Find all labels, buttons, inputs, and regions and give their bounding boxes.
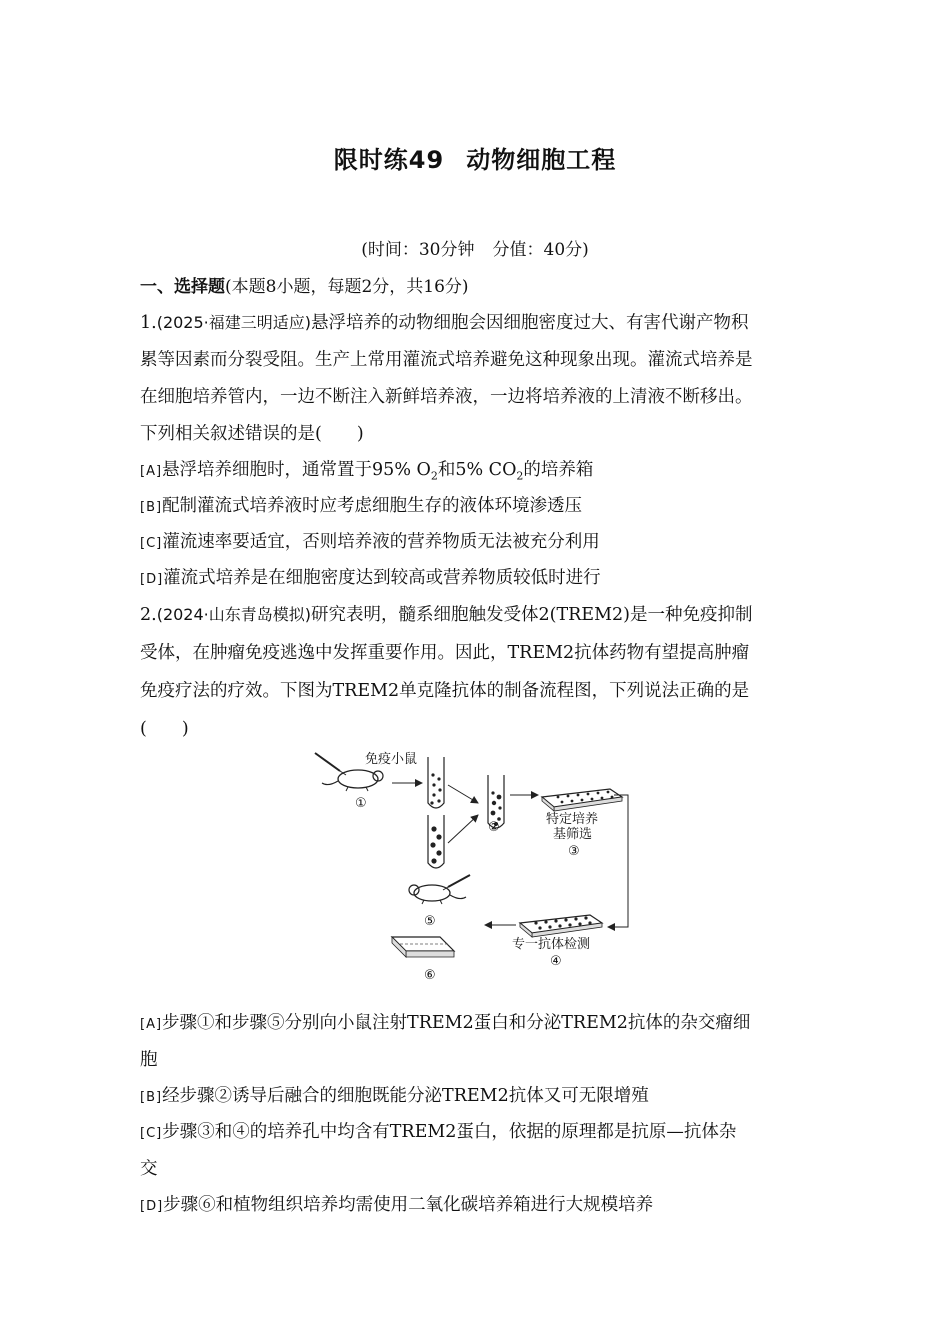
culture-tray-icon xyxy=(392,937,454,957)
option-label: [B] xyxy=(140,1090,163,1105)
section-heading xyxy=(140,272,820,297)
section-detail: (本题8小题，每题2分，共16分) xyxy=(225,277,469,297)
option-label: [D] xyxy=(140,1199,164,1214)
step3-label-line2: 基筛选 xyxy=(553,827,593,842)
option-text: 步骤③和④的培养孔中均含有TREM2蛋白，依据的原理都是抗原—抗体杂 xyxy=(162,1122,737,1142)
q1-option-a[interactable] xyxy=(140,456,820,483)
option-label: [D] xyxy=(140,572,164,587)
step4-marker: ④ xyxy=(550,954,562,969)
title-main: 限时练49 xyxy=(333,146,445,174)
score-total: 分值：40分) xyxy=(492,240,589,260)
culture-plate-icon xyxy=(520,915,602,937)
page-title xyxy=(0,140,950,175)
exam-meta xyxy=(0,235,950,260)
q2-stem-line3: 免疫疗法的疗效。下图为TREM2单克隆抗体的制备流程图，下列说法正确的是 xyxy=(140,681,750,701)
mouse-injection-icon xyxy=(409,875,470,904)
option-text: 步骤⑥和植物组织培养均需使用二氧化碳培养箱进行大规模培养 xyxy=(163,1195,654,1215)
q1-number: 1. xyxy=(140,313,157,333)
q1-source: (2025·福建三明适应) xyxy=(156,313,311,332)
step4-label: 专一抗体检测 xyxy=(512,937,591,952)
q2-source: (2024·山东青岛模拟) xyxy=(156,605,311,624)
q2-number: 2. xyxy=(140,605,157,625)
antibody-flow-diagram xyxy=(310,745,640,990)
subscript: 2 xyxy=(516,469,524,483)
q2-option-c[interactable] xyxy=(140,1118,820,1143)
q2-stem-line1 xyxy=(140,601,820,626)
step3-label-line1: 特定培养 xyxy=(546,812,599,827)
mouse-label: 免疫小鼠 xyxy=(365,752,418,767)
q1-option-c[interactable] xyxy=(140,528,820,553)
section-label: 一、选择题 xyxy=(140,277,225,297)
option-text: 的培养箱 xyxy=(523,460,594,480)
option-text: 步骤①和步骤⑤分别向小鼠注射TREM2蛋白和分泌TREM2抗体的杂交瘤细 xyxy=(162,1013,751,1033)
step3-marker: ③ xyxy=(568,844,580,859)
option-text: 悬浮培养细胞时，通常置于95% O xyxy=(162,460,431,480)
option-label: [A] xyxy=(140,464,163,479)
title-sub: 动物细胞工程 xyxy=(466,146,617,174)
option-text: 和5% CO xyxy=(437,460,517,480)
q2-option-b[interactable] xyxy=(140,1082,820,1107)
q1-option-d[interactable] xyxy=(140,564,820,589)
option-text: 配制灌流式培养液时应考虑细胞生存的液体环境渗透压 xyxy=(162,496,583,516)
option-text: 灌流式培养是在细胞密度达到较高或营养物质较低时进行 xyxy=(163,568,601,588)
q1-stem-line2: 累等因素而分裂受阻。生产上常用灌流式培养避免这种现象出现。灌流式培养是 xyxy=(140,350,753,370)
q1-stem-line1 xyxy=(140,309,820,334)
test-tube-icon xyxy=(428,815,444,868)
q1-option-b[interactable] xyxy=(140,492,820,517)
q1-text: 悬浮培养的动物细胞会因细胞密度过大、有害代谢产物积 xyxy=(311,313,749,333)
step2-marker: ② xyxy=(488,820,500,835)
option-text: 灌流速率要适宜，否则培养液的营养物质无法被充分利用 xyxy=(162,532,600,552)
option-label: [A] xyxy=(140,1017,163,1032)
option-label: [B] xyxy=(140,500,163,515)
option-label: [C] xyxy=(140,1126,163,1141)
q2-stem-line2: 受体，在肿瘤免疫逃逸中发挥重要作用。因此，TREM2抗体药物有望提高肿瘤 xyxy=(140,643,750,663)
time-limit: (时间：30分钟 xyxy=(361,240,475,260)
step1-marker: ① xyxy=(355,796,367,811)
step5-marker: ⑤ xyxy=(424,914,436,929)
q2-option-a[interactable] xyxy=(140,1009,820,1034)
option-text: 经步骤②诱导后融合的细胞既能分泌TREM2抗体又可无限增殖 xyxy=(162,1086,649,1106)
q2-option-a-cont: 胞 xyxy=(140,1050,158,1070)
culture-plate-icon xyxy=(542,789,622,811)
q1-stem-line3: 在细胞培养管内，一边不断注入新鲜培养液，一边将培养液的上清液不断移出。 xyxy=(140,387,753,407)
option-label: [C] xyxy=(140,536,163,551)
subscript: 2 xyxy=(430,469,438,483)
q2-stem-line4: ( ) xyxy=(140,719,189,739)
q2-option-d[interactable] xyxy=(140,1191,820,1216)
q2-option-c-cont: 交 xyxy=(140,1159,158,1179)
q1-stem-line4: 下列相关叙述错误的是( ) xyxy=(140,424,364,444)
test-tube-icon xyxy=(428,757,444,808)
q2-text: 研究表明，髓系细胞触发受体2(TREM2)是一种免疫抑制 xyxy=(311,605,753,625)
step6-marker: ⑥ xyxy=(424,968,436,983)
